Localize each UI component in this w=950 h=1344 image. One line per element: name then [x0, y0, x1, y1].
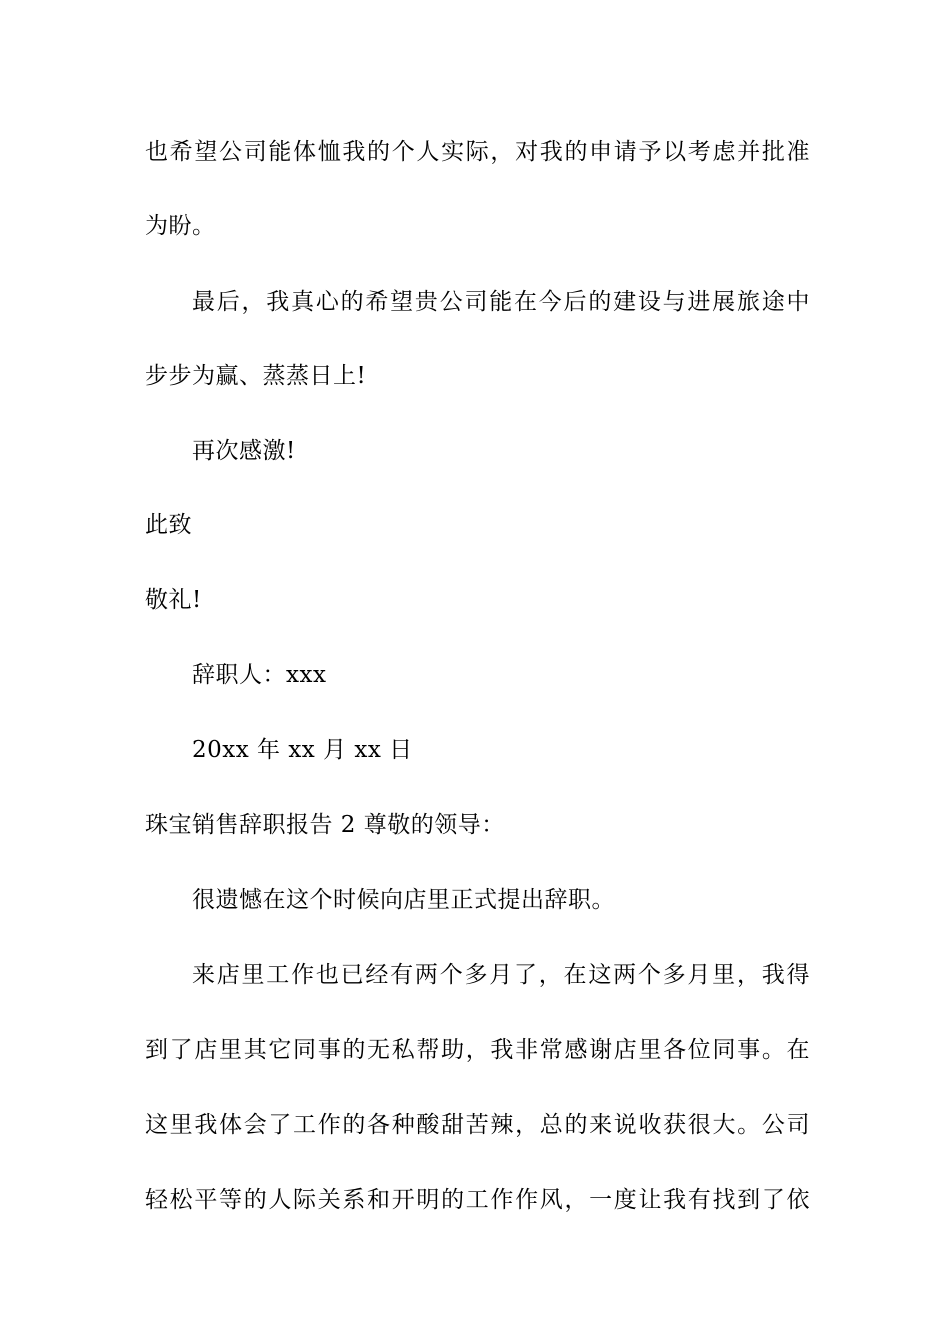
closing-salutation: 敬礼! — [145, 587, 202, 613]
date-line: 20xx 年 xx 月 xx 日 — [192, 737, 413, 763]
paragraph-line: 到了店里其它同事的无私帮助，我非常感谢店里各位同事。在 — [145, 1037, 810, 1063]
paragraph-line: 再次感激! — [192, 438, 296, 464]
paragraph-line: 最后，我真心的希望贵公司能在今后的建设与进展旅途中 — [192, 289, 810, 315]
paragraph-line: 很遗憾在这个时候向店里正式提出辞职。 — [192, 887, 615, 913]
paragraph-line: 这里我体会了工作的各种酸甜苦辣，总的来说收获很大。公司 — [145, 1112, 810, 1138]
closing-line: 此致 — [145, 512, 192, 538]
section-heading: 珠宝销售辞职报告 2 尊敬的领导： — [145, 812, 505, 838]
paragraph-line: 来店里工作也已经有两个多月了，在这两个多月里，我得 — [192, 962, 810, 988]
signature-line: 辞职人：xxx — [192, 662, 327, 688]
paragraph-line: 也希望公司能体恤我的个人实际，对我的申请予以考虑并批准 — [145, 139, 810, 165]
paragraph-line: 为盼。 — [145, 213, 216, 239]
paragraph-line: 轻松平等的人际关系和开明的工作作风，一度让我有找到了依 — [145, 1187, 810, 1213]
paragraph-line: 步步为赢、蒸蒸日上! — [145, 363, 367, 389]
